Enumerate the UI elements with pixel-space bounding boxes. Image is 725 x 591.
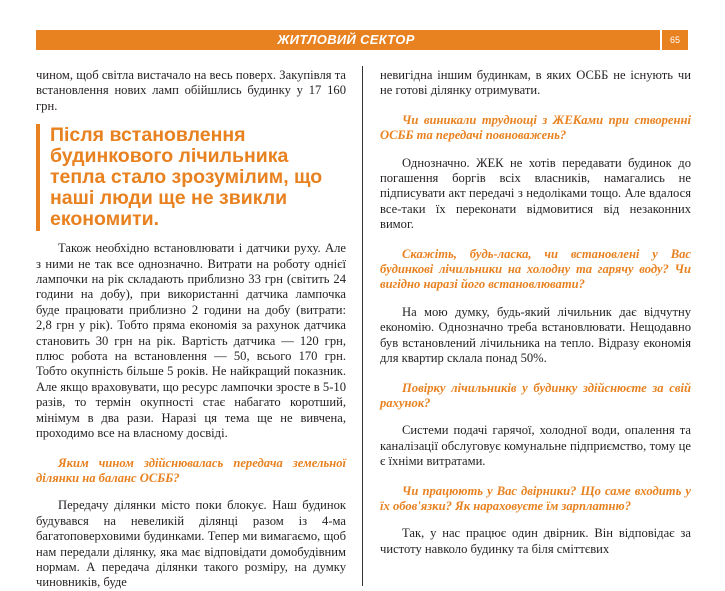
interview-question: Скажіть, будь-ласка, чи встановлені у Вас будинкові лічильники на холодну та гарячу воду? Чи вигідно наразі його встановлювати?: [380, 246, 691, 292]
paragraph: чином, щоб світла вистачало на весь поверх. Закупівля та встановлення нових ламп обійшлись будинку у 17 160 грн.: [36, 68, 346, 113]
column-divider: [362, 66, 363, 586]
paragraph: Так, у нас працює один двірник. Він відповідає за чистоту навколо будинку та біля сміттєвих: [380, 526, 691, 556]
paragraph: Системи подачі гарячої, холодної води, опалення та каналізації обслуговує комунальне підприємство, тому це є їхніми витратами.: [380, 423, 691, 469]
interview-question: Чи працюють у Вас двірники? Що саме входить у їх обов'язки? Як нараховуєте їм зарплатню?: [380, 483, 691, 513]
left-column: [36, 68, 346, 591]
paragraph: Також необхідно встановлювати і датчики руху. Але з ними не так все однозначно. Витрати на роботу однієї лампочки на рік складають приблизно 33 грн (світить 24 години на добу), при використанні датчика лампочка буде працювати приблизно 2 години на добу (витрати: 2,8 грн у рік). Тобто пряма економія за рахунок датчика становить 30 грн на рік. Вартість датчика — 120 грн, плюс робота на встановлення — 50, всього 170 грн. Тобто окупність більше 5 років. Не найкращий показник. Але якщо враховувати, що ресурс лампочки зросте в 5-10 разів, то термін окупності стає набагато коротший, мінімум в два рази. Наразі ця тема ще не вивчена, проходимо все на власному досвіді.: [36, 241, 346, 441]
paragraph: На мою думку, будь-який лічильник дає відчутну економію. Однозначно треба встановлювати. Нещодавно був встановлений лічильника на тепло. Відразу економія для квартир склала понад 50%.: [380, 304, 691, 366]
section-header: [36, 30, 688, 50]
page-number: 65: [669, 35, 680, 45]
interview-question: Чи виникали труднощі з ЖЕКами при створенні ОСББ та передачі повноважень?: [380, 112, 691, 143]
paragraph: Передачу ділянки місто поки блокує. Наш будинок будувався на невеликій ділянці разом із 4-ма багатоповерховими будинками. Тепер ми вимагаємо, щоб нам передали ділянку, яка має відповідати домобудівним нормам. А передача ділянки такого розміру, на думку чиновників, буде: [36, 498, 346, 590]
pull-quote: Після встановлення будинкового лічильника тепла стало зрозумілим, що наші люди ще не звикли економити.: [36, 124, 346, 231]
paragraph: Однозначно. ЖЕК не хотів передавати будинок до погашення боргів всіх власників, намагались не підписувати акт передачі з недоліками тощо. Але вдалося все-таки їх переконати відмовитися від незаконних вимог.: [380, 155, 691, 232]
paragraph: невигідна іншим будинкам, в яких ОСББ не існують чи не готові ділянку отримувати.: [380, 68, 691, 98]
section-title: ЖИТЛОВИЙ СЕКТОР: [277, 32, 415, 47]
right-column: [380, 68, 691, 557]
interview-question: Повірку лічильників у будинку здійснюєте за свій рахунок?: [380, 380, 691, 410]
interview-question: Яким чином здійснювалась передача земельної ділянки на баланс ОСББ?: [36, 455, 346, 485]
